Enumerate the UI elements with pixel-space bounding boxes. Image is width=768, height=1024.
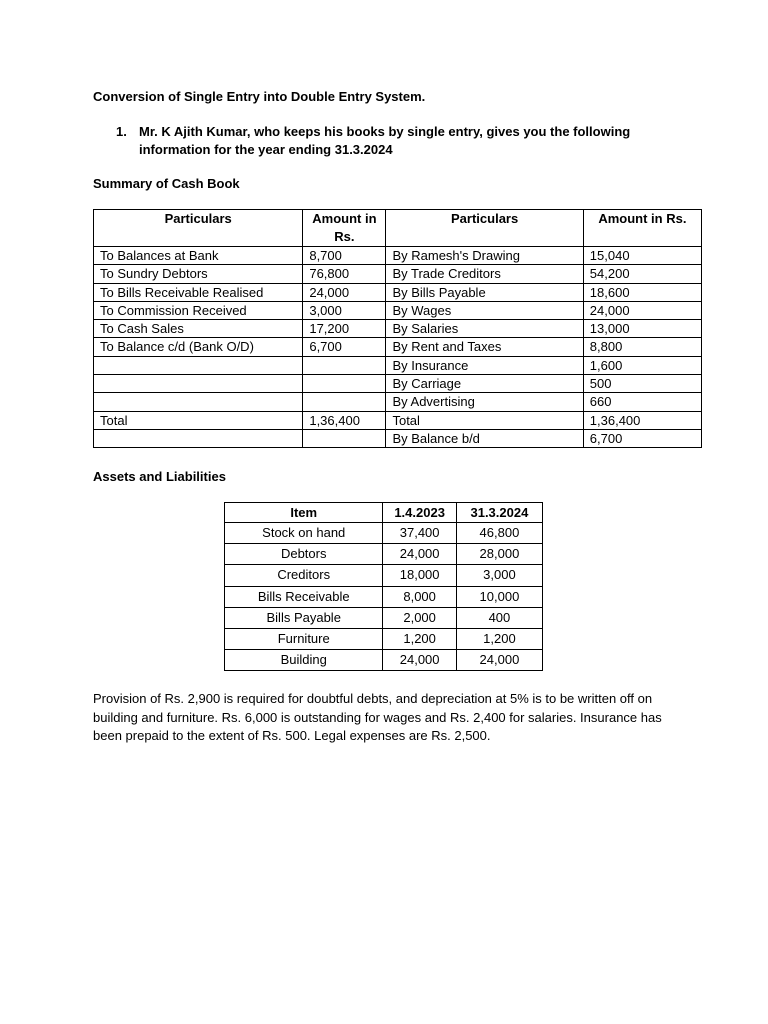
table-cell: 24,000 xyxy=(583,301,701,319)
table-cell: 24,000 xyxy=(303,283,386,301)
table-header-row xyxy=(225,503,543,523)
table-cell xyxy=(94,356,303,374)
table-row xyxy=(225,607,543,628)
table-cell: 1,600 xyxy=(583,356,701,374)
table-cell: 24,000 xyxy=(456,650,542,671)
table-cell: To Sundry Debtors xyxy=(94,265,303,283)
table-cell: 18,600 xyxy=(583,283,701,301)
table-row xyxy=(94,338,702,356)
cash-book-heading: Summary of Cash Book xyxy=(93,176,240,191)
table-cell: To Bills Receivable Realised xyxy=(94,283,303,301)
table-row xyxy=(225,629,543,650)
table-cell: To Balances at Bank xyxy=(94,247,303,265)
table-cell: 3,000 xyxy=(456,565,542,586)
table-row xyxy=(225,650,543,671)
table-cell: 8,700 xyxy=(303,247,386,265)
table-cell: Total xyxy=(386,411,583,429)
table-row xyxy=(94,411,702,429)
column-header: Particulars xyxy=(94,210,303,247)
table-cell: 6,700 xyxy=(303,338,386,356)
table-row xyxy=(225,544,543,565)
table-row xyxy=(94,356,702,374)
table-cell: By Salaries xyxy=(386,320,583,338)
adjustments-note: Provision of Rs. 2,900 is required for doubtful debts, and depreciation at 5% is to be written off on building and furniture. Rs. 6,000 is outstanding for wages and Rs. 2,400 for salaries. Insurance has been prepaid to the extent of Rs. 500. Legal expenses are Rs. 2,500. xyxy=(93,691,662,743)
table-cell: 10,000 xyxy=(456,586,542,607)
table-row xyxy=(94,247,702,265)
table-row xyxy=(94,375,702,393)
table-row xyxy=(94,393,702,411)
column-header: 1.4.2023 xyxy=(383,503,456,523)
column-header: 31.3.2024 xyxy=(456,503,542,523)
cash-book-table xyxy=(93,209,702,448)
table-cell: 2,000 xyxy=(383,607,456,628)
table-cell: To Commission Received xyxy=(94,301,303,319)
column-header: Particulars xyxy=(386,210,583,247)
table-cell: 24,000 xyxy=(383,650,456,671)
table-cell: 15,040 xyxy=(583,247,701,265)
table-row xyxy=(94,429,702,447)
table-cell: 76,800 xyxy=(303,265,386,283)
table-cell: Building xyxy=(225,650,383,671)
table-cell: 660 xyxy=(583,393,701,411)
table-cell: 46,800 xyxy=(456,523,542,544)
document-title: Conversion of Single Entry into Double Entry System. xyxy=(93,89,426,104)
table-cell: By Carriage xyxy=(386,375,583,393)
table-cell: Total xyxy=(94,411,303,429)
table-row xyxy=(94,265,702,283)
table-cell: 1,36,400 xyxy=(583,411,701,429)
table-cell: By Insurance xyxy=(386,356,583,374)
table-cell: Creditors xyxy=(225,565,383,586)
table-cell: 1,200 xyxy=(383,629,456,650)
table-cell: 8,000 xyxy=(383,586,456,607)
table-row xyxy=(94,320,702,338)
table-cell: 17,200 xyxy=(303,320,386,338)
table-row xyxy=(225,523,543,544)
table-row xyxy=(225,586,543,607)
table-cell xyxy=(303,375,386,393)
table-cell xyxy=(94,393,303,411)
table-cell: By Ramesh's Drawing xyxy=(386,247,583,265)
table-cell: 24,000 xyxy=(383,544,456,565)
table-cell: To Balance c/d (Bank O/D) xyxy=(94,338,303,356)
table-row xyxy=(94,301,702,319)
table-cell: 6,700 xyxy=(583,429,701,447)
column-header: Item xyxy=(225,503,383,523)
table-cell xyxy=(303,356,386,374)
table-cell xyxy=(94,429,303,447)
table-cell: 400 xyxy=(456,607,542,628)
question-number: 1. xyxy=(116,124,127,139)
table-cell: 500 xyxy=(583,375,701,393)
table-row xyxy=(94,283,702,301)
table-cell: Bills Receivable xyxy=(225,586,383,607)
table-cell: 1,36,400 xyxy=(303,411,386,429)
table-cell: By Trade Creditors xyxy=(386,265,583,283)
table-cell: 13,000 xyxy=(583,320,701,338)
table-cell: By Rent and Taxes xyxy=(386,338,583,356)
table-cell xyxy=(303,429,386,447)
table-cell: By Wages xyxy=(386,301,583,319)
column-header: Amount in Rs. xyxy=(303,210,386,247)
column-header: Amount in Rs. xyxy=(583,210,701,247)
table-cell: To Cash Sales xyxy=(94,320,303,338)
table-cell: Debtors xyxy=(225,544,383,565)
table-cell: By Advertising xyxy=(386,393,583,411)
table-cell: 8,800 xyxy=(583,338,701,356)
table-cell: 1,200 xyxy=(456,629,542,650)
table-cell: By Balance b/d xyxy=(386,429,583,447)
table-cell xyxy=(94,375,303,393)
table-cell: 37,400 xyxy=(383,523,456,544)
assets-heading: Assets and Liabilities xyxy=(93,469,226,484)
table-cell: Bills Payable xyxy=(225,607,383,628)
assets-table xyxy=(224,502,543,671)
table-cell: 54,200 xyxy=(583,265,701,283)
table-cell: 18,000 xyxy=(383,565,456,586)
table-cell: Furniture xyxy=(225,629,383,650)
table-cell: By Bills Payable xyxy=(386,283,583,301)
table-cell: 3,000 xyxy=(303,301,386,319)
question-text: Mr. K Ajith Kumar, who keeps his books by single entry, gives you the following information for the year ending 31.3.2024 xyxy=(139,124,631,157)
table-cell: Stock on hand xyxy=(225,523,383,544)
table-cell xyxy=(303,393,386,411)
table-row xyxy=(225,565,543,586)
table-cell: 28,000 xyxy=(456,544,542,565)
table-header-row xyxy=(94,210,702,247)
